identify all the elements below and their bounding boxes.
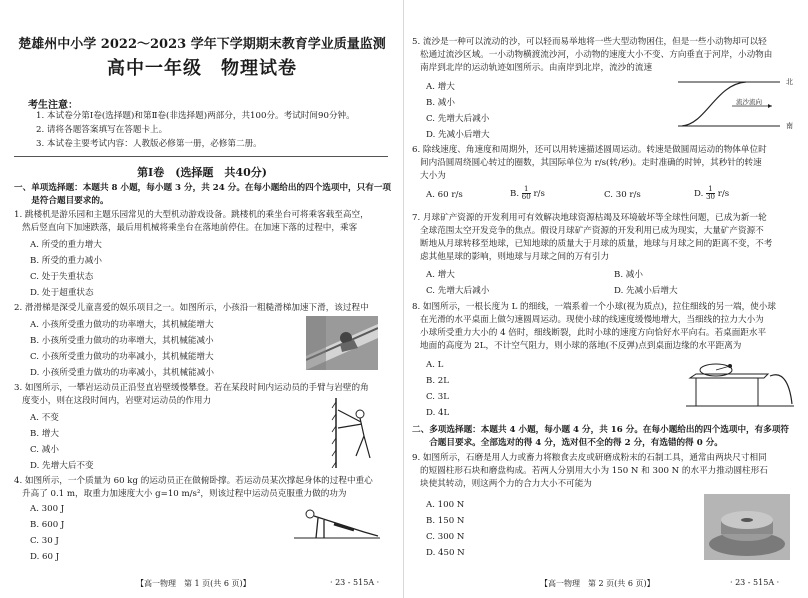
- question-1-option-a: A. 所受的重力增大: [30, 240, 102, 250]
- millstone-photo: [704, 494, 790, 560]
- question-8-option-a: A. L: [426, 360, 444, 370]
- question-5-text: 松通过流沙区域。一小动物横渡流沙河，小动物的速度大小不变、方向垂直于河岸，小动物由: [420, 50, 773, 60]
- question-4-text: 升高了 0.1 m，取重力加速度大小 g=10 m/s²，则该过程中运动员克服重力做的功为: [22, 489, 347, 499]
- subject-title: 高中一年级 物理试卷: [107, 58, 297, 79]
- question-4-option-c: C. 30 J: [30, 536, 59, 546]
- footer-code: · 23 - 515A ·: [730, 578, 780, 587]
- fraction-letter: B.: [510, 189, 520, 199]
- fraction-num: 1: [706, 186, 715, 194]
- question-4-option-a: A. 300 J: [30, 504, 65, 514]
- question-9-option-c: C. 300 N: [426, 532, 465, 542]
- section-intro: 是符合题目要求的。: [14, 196, 109, 206]
- question-8-text: 8. 如图所示，一根长度为 L 的细线，一端系着一个小球(视为质点)，拉住细线的另一端，使小球: [412, 302, 776, 312]
- question-3-option-a: A. 不变: [30, 413, 59, 423]
- question-1-text: 然后竖直向下加速跌落，最后用机械将乘坐台在落地前停住。在加速下落的过程中，乘客: [22, 223, 358, 233]
- question-9-text: 的短圆柱形石块和磨盘构成。若两人分别用大小为 150 N 和 300 N 的水平力推动圆柱形石: [420, 466, 768, 476]
- question-2-option-c: C. 小孩所受重力做功的功率减小，其机械能增大: [30, 352, 214, 362]
- exam-title: 楚雄州中小学 2022～2023 学年下学期期末教育学业质量监测: [18, 37, 386, 52]
- pushup-figure: [294, 502, 380, 542]
- question-3-option-b: B. 增大: [30, 429, 59, 439]
- question-3-option-d: D. 先增大后不变: [30, 461, 94, 471]
- question-4-option-b: B. 600 J: [30, 520, 65, 530]
- question-5-option-c: C. 先增大后减小: [426, 114, 490, 124]
- question-2-option-b: B. 小孩所受重力做功的功率增大，其机械能减小: [30, 336, 214, 346]
- question-4-option-d: D. 60 J: [30, 552, 60, 562]
- part1-heading: 第Ⅰ卷 (选择题 共40分): [137, 166, 267, 179]
- question-3-option-c: C. 减小: [30, 445, 59, 455]
- question-7-text: 断地从月球转移至地球，已知地球的质量大于月球的质量，地球与月球之间的距离不变，不考: [420, 239, 773, 249]
- question-6-option-a: A. 60 r/s: [426, 190, 463, 200]
- climber-figure: [330, 398, 380, 468]
- question-8-text: 小球所受重力大小的 4 倍时，细线断裂，此时小球的速度方向恰好水平向右。若桌面距水平: [420, 328, 767, 338]
- question-5-text: 南岸到北岸的运动轨迹如图所示。由南岸到北岸，流沙的流速: [420, 63, 653, 73]
- fraction-unit: r/s: [533, 189, 545, 199]
- question-3-text: 度变小，则在这段时间内，岩壁对运动员的作用力: [22, 396, 212, 406]
- right-page: [404, 0, 808, 598]
- question-4-text: 4. 如图所示，一个质量为 60 kg 的运动员正在做俯卧撑。若运动员某次撑起身体的过程中重心: [14, 476, 373, 486]
- question-7-option-b: B. 减小: [614, 270, 643, 280]
- section-intro: 合题目要求。全部选对的得 4 分，选对但不全的得 2 分，有选错的得 0 分。: [412, 438, 723, 448]
- question-9-option-a: A. 100 N: [426, 500, 465, 510]
- question-8-text: 在光滑的水平桌面上做匀速圆周运动。现使小球的线速度缓慢地增大，当细线的拉力大小为: [420, 315, 764, 325]
- footer-code: · 23 - 515A ·: [330, 578, 380, 587]
- notice-item: 3. 本试卷主要考试内容：人教版必修第一册，必修第二册。: [36, 139, 262, 149]
- question-1-option-c: C. 处于失重状态: [30, 272, 94, 282]
- question-9-option-d: D. 450 N: [426, 548, 465, 558]
- question-7-text: 全球范围太空开发竞争的焦点。假设月球矿产资源的开发利用已成为现实，大量矿产资源不: [420, 226, 764, 236]
- notice-item: 2. 请将各题答案填写在答题卡上。: [36, 125, 168, 135]
- section-intro: 二、多项选择题：本题共 4 小题，每小题 4 分，共 16 分。在每小题给出的四个选项中，有多项符: [412, 425, 790, 435]
- question-6-text: 间内沿圆周绕圆心转过的圈数，其国际单位为 r/s(转/秒)。走时准确的时钟，其秒针的转速: [420, 158, 762, 168]
- question-6-text: 6. 除线速度、角速度和周期外，还可以用转速描述圆周运动。转速是做圆周运动的物体单位时: [412, 145, 767, 155]
- fraction: [522, 186, 531, 201]
- footer-page-label: 【高一物理 第 1 页(共 6 页)】: [136, 579, 251, 588]
- fraction-den: 60: [521, 193, 531, 201]
- question-2-text: 2. 滑滑梯是深受儿童喜爱的娱乐项目之一。如图所示，小孩沿一粗糙滑梯加速下滑，该过程中: [14, 303, 369, 313]
- fraction-unit: r/s: [717, 189, 730, 199]
- north-label: 北: [786, 78, 793, 86]
- question-7-option-d: D. 先减小后增大: [614, 286, 678, 296]
- question-9-option-b: B. 150 N: [426, 516, 465, 526]
- question-1-text: 1. 跳楼机是游乐园和主题乐园常见的大型机动游戏设备。跳楼机的乘坐台可将乘客载至高空，: [14, 210, 369, 220]
- slide-photo: [306, 316, 378, 370]
- question-5-option-d: D. 先减小后增大: [426, 130, 490, 140]
- question-7-text: 7. 月球矿产资源的开发利用可有效解决地球资源枯竭及环境破坏等全球性问题，已成为新一轮: [412, 213, 767, 223]
- question-5-option-a: A. 增大: [426, 82, 455, 92]
- question-9-text: 9. 如图所示，石磨是用人力或畜力将粮食去皮或研磨成粉末的石制工具，通常由两块尺寸相同: [412, 453, 767, 463]
- notice-rule: [14, 156, 388, 157]
- flow-direction-label: 流沙流向: [736, 98, 762, 106]
- question-7-option-a: A. 增大: [426, 270, 455, 280]
- table-string-figure: [686, 356, 796, 412]
- footer-page-label: 【高一物理 第 2 页(共 6 页)】: [540, 579, 655, 588]
- notice-heading: 考生注意：: [28, 100, 78, 111]
- question-6-option-b: [510, 186, 545, 201]
- question-7-text: 虑其他星球的影响，则地球与月球之间的万有引力: [420, 252, 610, 262]
- question-2-option-a: A. 小孩所受重力做功的功率增大，其机械能增大: [30, 320, 214, 330]
- question-6-option-d: [694, 186, 729, 201]
- fraction: [706, 186, 715, 201]
- notice-item: 1. 本试卷分第Ⅰ卷(选择题)和第Ⅱ卷(非选择题)两部分，共100分。考试时间90分钟。: [36, 111, 355, 121]
- question-1-option-d: D. 处于超重状态: [30, 288, 94, 298]
- question-8-option-c: C. 3L: [426, 392, 449, 402]
- section-intro: 一、单项选择题：本题共 8 小题，每小题 3 分，共 24 分。在每小题给出的四个选项中，只有一项: [14, 183, 392, 193]
- fraction-num: 1: [522, 186, 531, 194]
- question-8-option-b: B. 2L: [426, 376, 449, 386]
- question-6-option-c: C. 30 r/s: [604, 190, 641, 200]
- question-2-option-d: D. 小孩所受重力做功的功率减小，其机械能减小: [30, 368, 214, 378]
- question-8-text: 地面的高度为 2L，不计空气阻力，则小球的落地(不反弹)点到桌面边缘的水平距离为: [420, 341, 742, 351]
- question-5-text: 5. 流沙是一种可以流动的沙，可以轻而易举地将一些大型动物困住，但是一些小动物却可以轻: [412, 37, 767, 47]
- fraction-den: 30: [706, 193, 715, 201]
- south-label: 南: [786, 122, 793, 130]
- question-6-text: 大小为: [420, 171, 446, 181]
- fraction-letter: D.: [694, 189, 704, 199]
- question-1-option-b: B. 所受的重力减小: [30, 256, 102, 266]
- question-9-text: 块使其转动，则这两个力的合力大小不可能为: [420, 479, 592, 489]
- question-7-option-c: C. 先增大后减小: [426, 286, 490, 296]
- question-8-option-d: D. 4L: [426, 408, 450, 418]
- question-5-option-b: B. 减小: [426, 98, 455, 108]
- question-3-text: 3. 如图所示，一攀岩运动员正沿竖直岩壁缓慢攀登。若在某段时间内运动员的手臂与岩壁的角: [14, 383, 369, 393]
